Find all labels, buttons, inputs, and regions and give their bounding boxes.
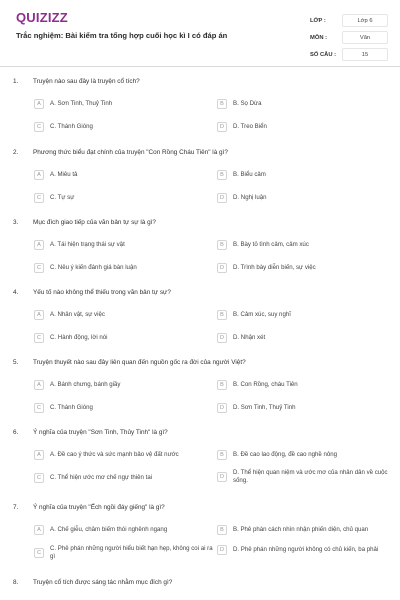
option-text: A. Chế giễu, châm biếm thói nghênh ngang — [50, 525, 168, 533]
option-text: C. Hành động, lời nói — [50, 333, 108, 341]
option-d[interactable] — [217, 263, 316, 273]
option-b[interactable] — [217, 170, 266, 180]
meta-value: Văn — [342, 31, 388, 44]
option-text: D. Treo Biển — [233, 122, 267, 130]
meta-row-class — [310, 12, 388, 29]
question-number: 5. — [13, 359, 19, 366]
question-text: Truyện cổ tích được sáng tác nhằm mục đích gì? — [33, 579, 173, 586]
option-b[interactable] — [217, 310, 291, 320]
option-a[interactable] — [34, 170, 77, 180]
option-text: D. Trình bày diễn biến, sự việc — [233, 263, 316, 271]
option-text: D. Nhận xét — [233, 333, 266, 341]
option-text: C. Thánh Gióng — [50, 403, 93, 411]
option-text: B. Đề cao lao động, đề cao nghề nông — [233, 450, 338, 458]
question-line — [13, 429, 168, 436]
option-b[interactable] — [217, 525, 368, 535]
option-text: A. Nhân vật, sự việc — [50, 310, 105, 318]
option-a[interactable] — [34, 450, 179, 460]
option-letter: A — [34, 99, 44, 109]
option-letter: A — [34, 170, 44, 180]
meta-label: SỐ CÂU : — [310, 51, 337, 58]
option-text: A. Miêu tả — [50, 170, 78, 178]
option-a[interactable] — [34, 310, 105, 320]
meta-row-subject — [310, 29, 388, 46]
meta-value: 15 — [342, 48, 388, 61]
question-line — [13, 289, 171, 296]
option-text: A. Đề cao ý thức và sức mạnh bảo vệ đất nước — [50, 450, 179, 458]
option-letter: C — [34, 263, 44, 273]
option-text: A. Tái hiện trạng thái sự vật — [50, 240, 125, 248]
option-b[interactable] — [217, 240, 309, 250]
question-text: Ý nghĩa của truyện "Ếch ngồi đáy giếng" là gì? — [33, 504, 165, 511]
option-letter: D — [217, 263, 227, 273]
question-line — [13, 219, 156, 226]
option-text: A. Sơn Tinh, Thuỷ Tinh — [50, 99, 113, 107]
option-text: B. Bày tỏ tình cảm, cảm xúc — [233, 240, 309, 248]
question-number: 4. — [13, 289, 19, 296]
option-letter: A — [34, 240, 44, 250]
question-number: 2. — [13, 149, 19, 156]
question-text: Truyện nào sau đây là truyện cổ tích? — [33, 78, 140, 85]
option-text: A. Bánh chưng, bánh giầy — [50, 380, 121, 388]
option-letter: B — [217, 310, 227, 320]
question-number: 6. — [13, 429, 19, 436]
option-d[interactable] — [217, 403, 295, 413]
option-letter: B — [217, 240, 227, 250]
question-line — [13, 78, 140, 85]
quizizz-logo: QUIZIZZ — [16, 10, 68, 25]
option-a[interactable] — [34, 380, 120, 390]
option-text: C. Tự sự — [50, 193, 75, 201]
option-a[interactable] — [34, 240, 125, 250]
meta-value: Lớp 6 — [342, 14, 388, 27]
option-letter: B — [217, 525, 227, 535]
option-a[interactable] — [34, 99, 112, 109]
option-letter: B — [217, 380, 227, 390]
option-text: D. Thể hiện quan niệm và ước mơ của nhân dân về cuộc sống. — [233, 469, 388, 485]
option-letter: A — [34, 525, 44, 535]
question-text: Yếu tố nào không thể thiếu trong văn bản tự sự? — [33, 289, 171, 296]
question-line — [13, 149, 228, 156]
option-letter: C — [34, 193, 44, 203]
option-d[interactable] — [217, 193, 267, 203]
option-c[interactable] — [34, 403, 93, 413]
option-b[interactable] — [217, 450, 337, 460]
option-d[interactable] — [217, 469, 398, 485]
option-c[interactable] — [34, 193, 74, 203]
option-text: D. Sơn Tinh, Thuỷ Tinh — [233, 403, 296, 411]
option-letter: D — [217, 472, 227, 482]
meta-box — [310, 12, 388, 63]
option-letter: D — [217, 193, 227, 203]
worksheet-header — [0, 0, 400, 64]
option-letter: B — [217, 99, 227, 109]
option-c[interactable] — [34, 333, 108, 343]
question-line — [13, 504, 165, 511]
option-letter: D — [217, 403, 227, 413]
option-d[interactable] — [217, 333, 265, 343]
option-c[interactable] — [34, 473, 152, 483]
option-c[interactable] — [34, 122, 93, 132]
question-text: Mục đích giao tiếp của văn bản tự sự là gì? — [33, 219, 156, 226]
option-letter: C — [34, 122, 44, 132]
option-a[interactable] — [34, 525, 167, 535]
option-text: C. Thể hiện ước mơ chế ngự thiên tai — [50, 473, 153, 481]
option-letter: A — [34, 380, 44, 390]
question-number: 8. — [13, 579, 19, 586]
header-divider — [0, 66, 400, 67]
option-letter: C — [34, 333, 44, 343]
option-letter: B — [217, 450, 227, 460]
question-number: 7. — [13, 504, 19, 511]
option-d[interactable] — [217, 545, 398, 555]
option-text: D. Nghị luận — [233, 193, 267, 201]
option-text: D. Phê phán những người không có chủ kiến, ba phải — [233, 545, 379, 553]
question-number: 3. — [13, 219, 19, 226]
option-letter: A — [34, 450, 44, 460]
option-c[interactable] — [34, 263, 137, 273]
option-c[interactable] — [34, 545, 215, 561]
option-text: B. Phê phán cách nhìn nhận phiến diện, chủ quan — [233, 525, 369, 533]
option-letter: C — [34, 403, 44, 413]
option-d[interactable] — [217, 122, 267, 132]
meta-label: MÔN : — [310, 34, 328, 41]
option-letter: D — [217, 545, 227, 555]
option-text: C. Nêu ý kiến đánh giá bàn luận — [50, 263, 137, 271]
question-line — [13, 579, 172, 586]
meta-row-count — [310, 46, 388, 63]
question-text: Phương thức biểu đạt chính của truyện "Con Rồng Cháu Tiên" là gì? — [33, 149, 228, 156]
option-text: B. Biểu cảm — [233, 170, 266, 178]
question-number: 1. — [13, 78, 19, 85]
question-text: Ý nghĩa của truyện "Sơn Tinh, Thủy Tinh" là gì? — [33, 429, 168, 436]
option-letter: C — [34, 473, 44, 483]
question-text: Truyện thuyết nào sau đây liên quan đến nguồn gốc ra đời của người Việt? — [33, 359, 246, 366]
option-text: C. Thánh Gióng — [50, 122, 93, 130]
option-letter: D — [217, 122, 227, 132]
option-text: C. Phê phán những người hiểu biết hạn hẹp, không coi ai ra gì — [50, 545, 213, 561]
worksheet-title: Trắc nghiệm: Bài kiểm tra tổng hợp cuối học kì I có đáp án — [16, 31, 228, 40]
option-letter: D — [217, 333, 227, 343]
option-letter: A — [34, 310, 44, 320]
question-line — [13, 359, 246, 366]
option-text: B. Cảm xúc, suy nghĩ — [233, 310, 291, 318]
meta-label: LỚP : — [310, 17, 326, 24]
option-b[interactable] — [217, 99, 261, 109]
option-text: B. Con Rồng, cháu Tiên — [233, 380, 298, 388]
option-text: B. Sọ Dừa — [233, 99, 262, 107]
option-letter: B — [217, 170, 227, 180]
option-b[interactable] — [217, 380, 298, 390]
option-letter: C — [34, 548, 44, 558]
